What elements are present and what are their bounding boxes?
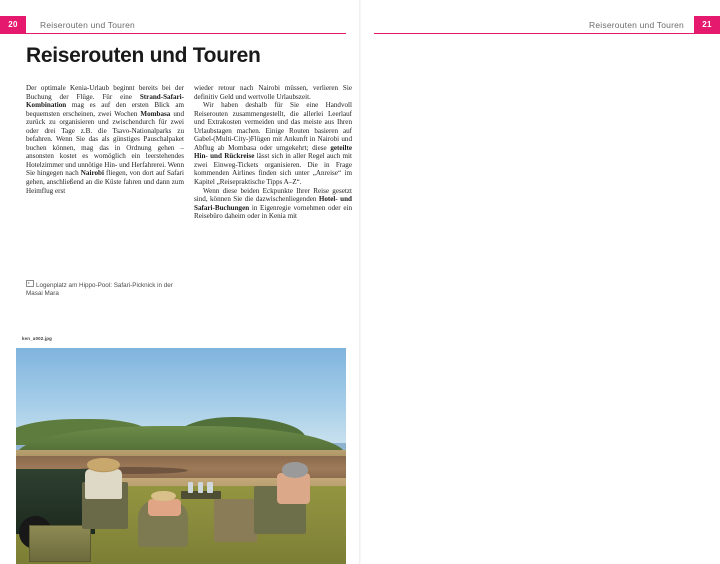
photo-person <box>277 473 310 503</box>
body-column-2 <box>194 84 352 221</box>
page-gutter <box>359 0 361 564</box>
running-head-title-left: Reiserouten und Touren <box>40 19 135 30</box>
paragraph: Wir haben deshalb für Sie eine Handvoll Reiserouten zusammengestellt, die allerlei Leerlauf und Extrakosten vermeiden und das meiste aus Ihren Urlaubstagen machen. Einige Routen basieren auf Gabel-(Multi-City-)Flügen mit Ankunft in Nairobi und Abflug ab Mombasa oder umgekehrt; diese geteilte Hin- und Rückreise lässt sich in aller Regel auch mit zwei Einweg-Tickets organisieren. Die in Frage kommenden Airlines finden sich unter „Anreise“ im Kapitel „Reisepraktische Tipps A–Z“. <box>194 101 352 187</box>
photo-slug: ken_a002.jpg <box>22 336 52 341</box>
photo-chair <box>214 499 257 542</box>
photo-sun-hat <box>282 462 308 477</box>
running-head-left <box>0 16 346 33</box>
photo-caption <box>26 280 184 298</box>
photo-cool-box <box>29 525 90 562</box>
header-rule-left <box>0 33 346 34</box>
paragraph: Wenn diese beiden Eckpunkte Ihrer Reise gesetzt sind, können Sie die dazwischenliegenden Hotel- und Safari-Buchungen in Eigenregie vornehmen oder ein Reisebüro daheim oder in Kenia mit <box>194 186 352 221</box>
photo-person <box>148 499 181 516</box>
photo-bottle <box>188 482 193 493</box>
paragraph: wieder retour nach Nairobi müssen, verlieren Sie definitiv Geld und wertvolle Urlaubszeit. <box>194 84 352 101</box>
folio-left: 20 <box>0 16 26 33</box>
photo-caption-text: Logenplatz am Hippo-Pool: Safari-Picknick in der Masai Mara <box>26 282 173 298</box>
paragraph: Der optimale Kenia-Urlaub beginnt bereits bei der Buchung der Flüge. Für eine Strand-Safari-Kombination mag es auf den ersten Blick am bequemsten erscheinen, zwei Wochen Mombasa und zurück zu organisieren und zwischendurch für zwei oder drei Tage z.B. die Tsavo-Nationalparks zu befahren. Wenn Sie das als günstiges Pauschalpaket buchen können, mag das in Ordnung gehen – ansonsten kostet es womöglich ein leerstehendes Hotelzimmer und unnötige Hin- und Herfahrerei. Wenn Sie hingegen nach Nairobi fliegen, von dort auf Safari gehen, anschließend an die Küste fahren und dann zum Heimflug erst <box>26 84 185 195</box>
body-column-1 <box>26 84 184 195</box>
right-page <box>360 0 720 564</box>
running-head-right <box>374 16 720 33</box>
running-head-title-right: Reiserouten und Touren <box>589 19 684 30</box>
photo-bottle <box>198 482 203 493</box>
header-rule-right <box>374 33 720 34</box>
photo-sun-hat <box>87 458 120 471</box>
photo-person <box>85 469 121 499</box>
photo-bottle <box>207 482 212 493</box>
page-title: Reiserouten und Touren <box>26 44 261 67</box>
safari-picnic-photo <box>16 348 346 564</box>
folio-right: 21 <box>694 16 720 33</box>
camera-icon <box>26 280 34 287</box>
